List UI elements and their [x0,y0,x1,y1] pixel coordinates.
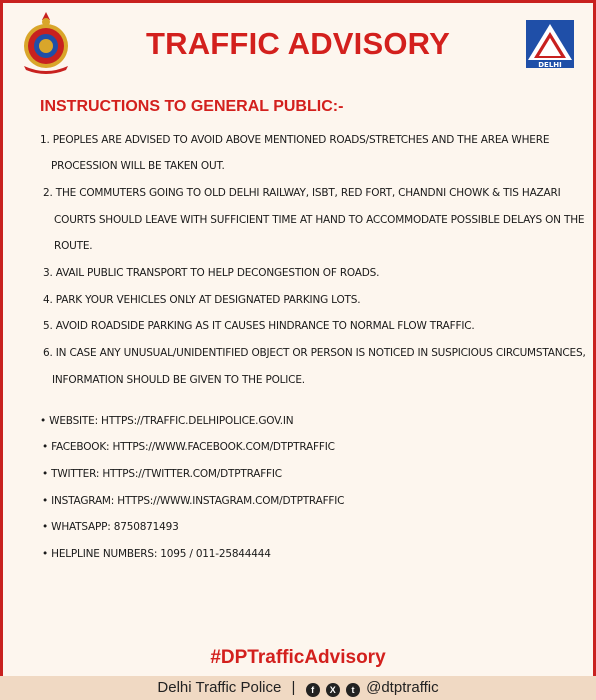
footer-handle[interactable]: @dtptraffic [366,679,439,696]
website-link[interactable]: • WEBSITE: HTTPS://TRAFFIC.DELHIPOLICE.GOV.IN [40,415,294,427]
instruction-line: 3. AVAIL PUBLIC TRANSPORT TO HELP DECONGESTION OF ROADS. [43,267,380,279]
page-title: TRAFFIC ADVISORY [145,26,450,61]
instruction-line: 2. THE COMMUTERS GOING TO OLD DELHI RAILWAY, ISBT, RED FORT, CHANDNI CHOWK & TIS HAZARI [43,187,561,199]
instruction-line: 4. PARK YOUR VEHICLES ONLY AT DESIGNATED PARKING LOTS. [43,294,361,306]
facebook-icon[interactable]: f [306,683,320,697]
instruction-line: PROCESSION WILL BE TAKEN OUT. [51,160,225,172]
instruction-line: 1. PEOPLES ARE ADVISED TO AVOID ABOVE MENTIONED ROADS/STRETCHES AND THE AREA WHERE [40,134,550,146]
hashtag: #DPTrafficAdvisory [210,647,386,668]
whatsapp-number: • WHATSAPP: 8750871493 [42,521,179,533]
facebook-link[interactable]: • FACEBOOK: HTTPS://WWW.FACEBOOK.COM/DTPTRAFFIC [42,441,335,453]
footer [0,676,596,700]
twitter-icon[interactable]: t [346,683,360,697]
instruction-line: INFORMATION SHOULD BE GIVEN TO THE POLICE. [52,374,305,386]
instructions-heading: INSTRUCTIONS TO GENERAL PUBLIC:- [40,98,344,115]
instruction-line: ROUTE. [54,240,93,252]
instruction-line: COURTS SHOULD LEAVE WITH SUFFICIENT TIME AT HAND TO ACCOMMODATE POSSIBLE DELAYS ON THE [54,214,585,226]
footer-org: Delhi Traffic Police [157,679,282,696]
x-icon[interactable]: X [326,683,340,697]
instruction-line: 5. AVOID ROADSIDE PARKING AS IT CAUSES HINDRANCE TO NORMAL FLOW TRAFFIC. [43,320,475,332]
traffic-police-badge-icon [524,18,576,70]
footer-separator: | [291,679,296,696]
twitter-link[interactable]: • TWITTER: HTTPS://TWITTER.COM/DTPTRAFFIC [42,468,282,480]
instruction-line: 6. IN CASE ANY UNUSUAL/UNIDENTIFIED OBJECT OR PERSON IS NOTICED IN SUSPICIOUS CIRCUMSTANCES, [43,347,586,359]
badge-city-text: DELHI [538,61,562,69]
instagram-link[interactable]: • INSTAGRAM: HTTPS://WWW.INSTAGRAM.COM/DTPTRAFFIC [42,495,345,507]
footer-content [0,679,596,697]
helpline-numbers: • HELPLINE NUMBERS: 1095 / 011-25844444 [42,548,271,560]
header [0,0,596,100]
